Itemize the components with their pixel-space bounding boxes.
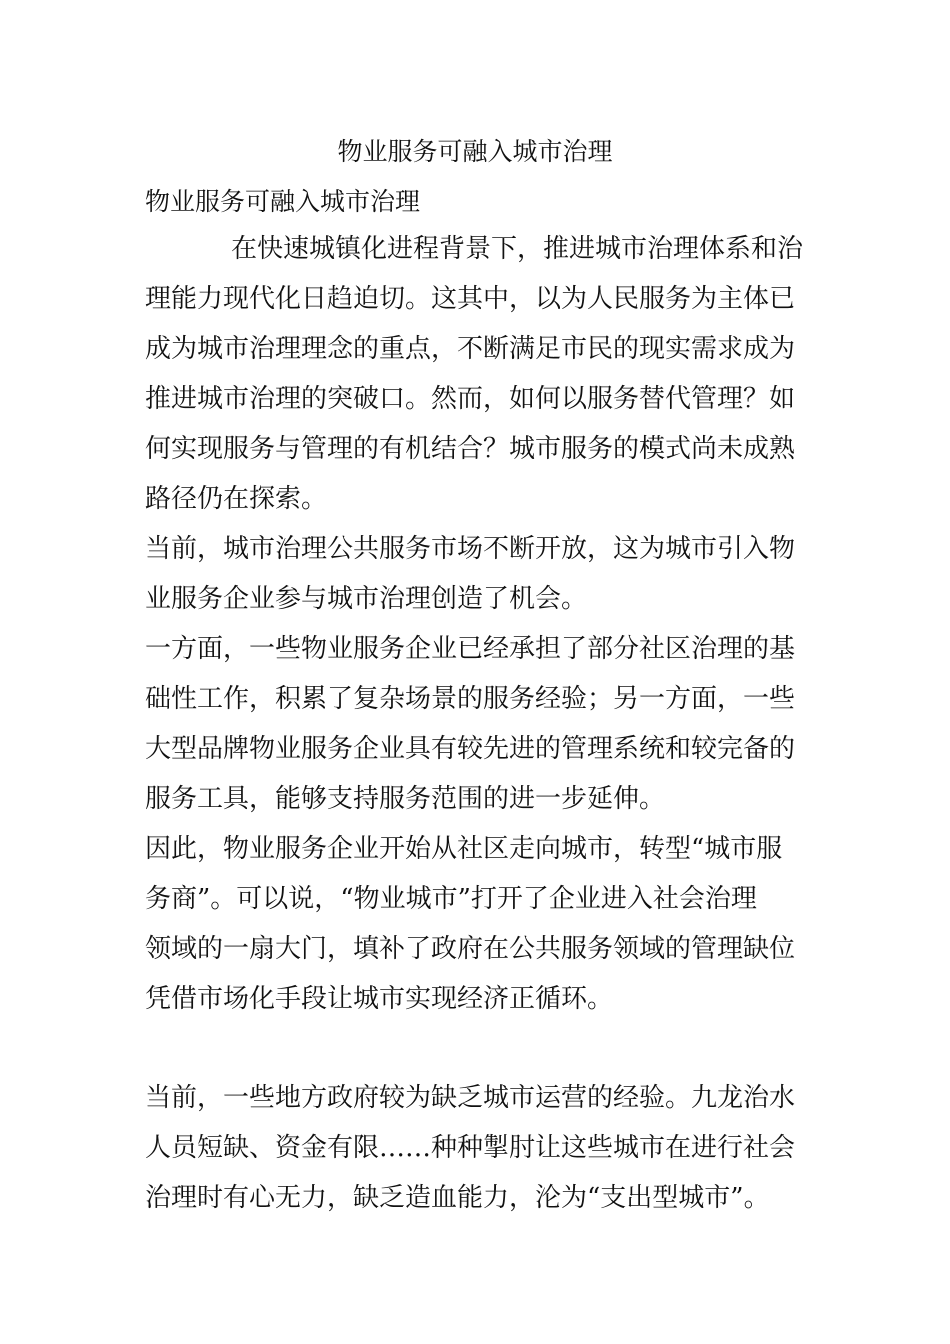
paragraph-line: 成为城市治理理念的重点，不断满足市民的现实需求成为 [145,334,796,364]
paragraph-capabilities [145,624,815,824]
paragraph-line: 础性工作，积累了复杂场景的服务经验；另一方面，一些 [145,684,796,714]
paragraph-line: 在快速城镇化进程背景下，推进城市治理体系和治 [231,234,804,264]
paragraph-market-opening [145,524,815,624]
paragraph-intro [145,224,815,524]
paragraph-line: 理能力现代化日趋迫切。这其中，以为人民服务为主体已 [145,284,796,314]
paragraph-transformation [145,824,815,1024]
document-subtitle: 物业服务可融入城市治理 [145,187,421,216]
paragraph-line: 路径仍在探索。 [145,484,328,514]
paragraph-line: 人员短缺、资金有限……种种掣肘让这些城市在进行社会 [145,1133,796,1163]
paragraph-local-government [145,1073,815,1223]
paragraph-line: 领域的一扇大门，填补了政府在公共服务领域的管理缺位 [145,934,796,964]
paragraph-line: 因此，物业服务企业开始从社区走向城市，转型“城市服 [145,834,783,864]
paragraph-line: 当前，城市治理公共服务市场不断开放，这为城市引入物 [145,534,796,564]
paragraph-line: 服务工具，能够支持服务范围的进一步延伸。 [145,784,666,814]
paragraph-line: 凭借市场化手段让城市实现经济正循环。 [145,984,614,1014]
paragraph-line: 大型品牌物业服务企业具有较先进的管理系统和较完备的 [145,734,796,764]
paragraph-line: 务商”。可以说，“物业城市”打开了企业进入社会治理 [145,884,757,914]
paragraph-line: 何实现服务与管理的有机结合？城市服务的模式尚未成熟 [145,434,796,464]
document-title: 物业服务可融入城市治理 [337,137,613,166]
paragraph-line: 推进城市治理的突破口。然而，如何以服务替代管理？如 [145,384,796,414]
paragraph-line: 当前，一些地方政府较为缺乏城市运营的经验。九龙治水 [145,1083,796,1113]
paragraph-line: 治理时有心无力，缺乏造血能力，沦为“支出型城市”。 [145,1183,770,1213]
paragraph-line: 业服务企业参与城市治理创造了机会。 [145,584,588,614]
paragraph-line: 一方面，一些物业服务企业已经承担了部分社区治理的基 [145,634,796,664]
